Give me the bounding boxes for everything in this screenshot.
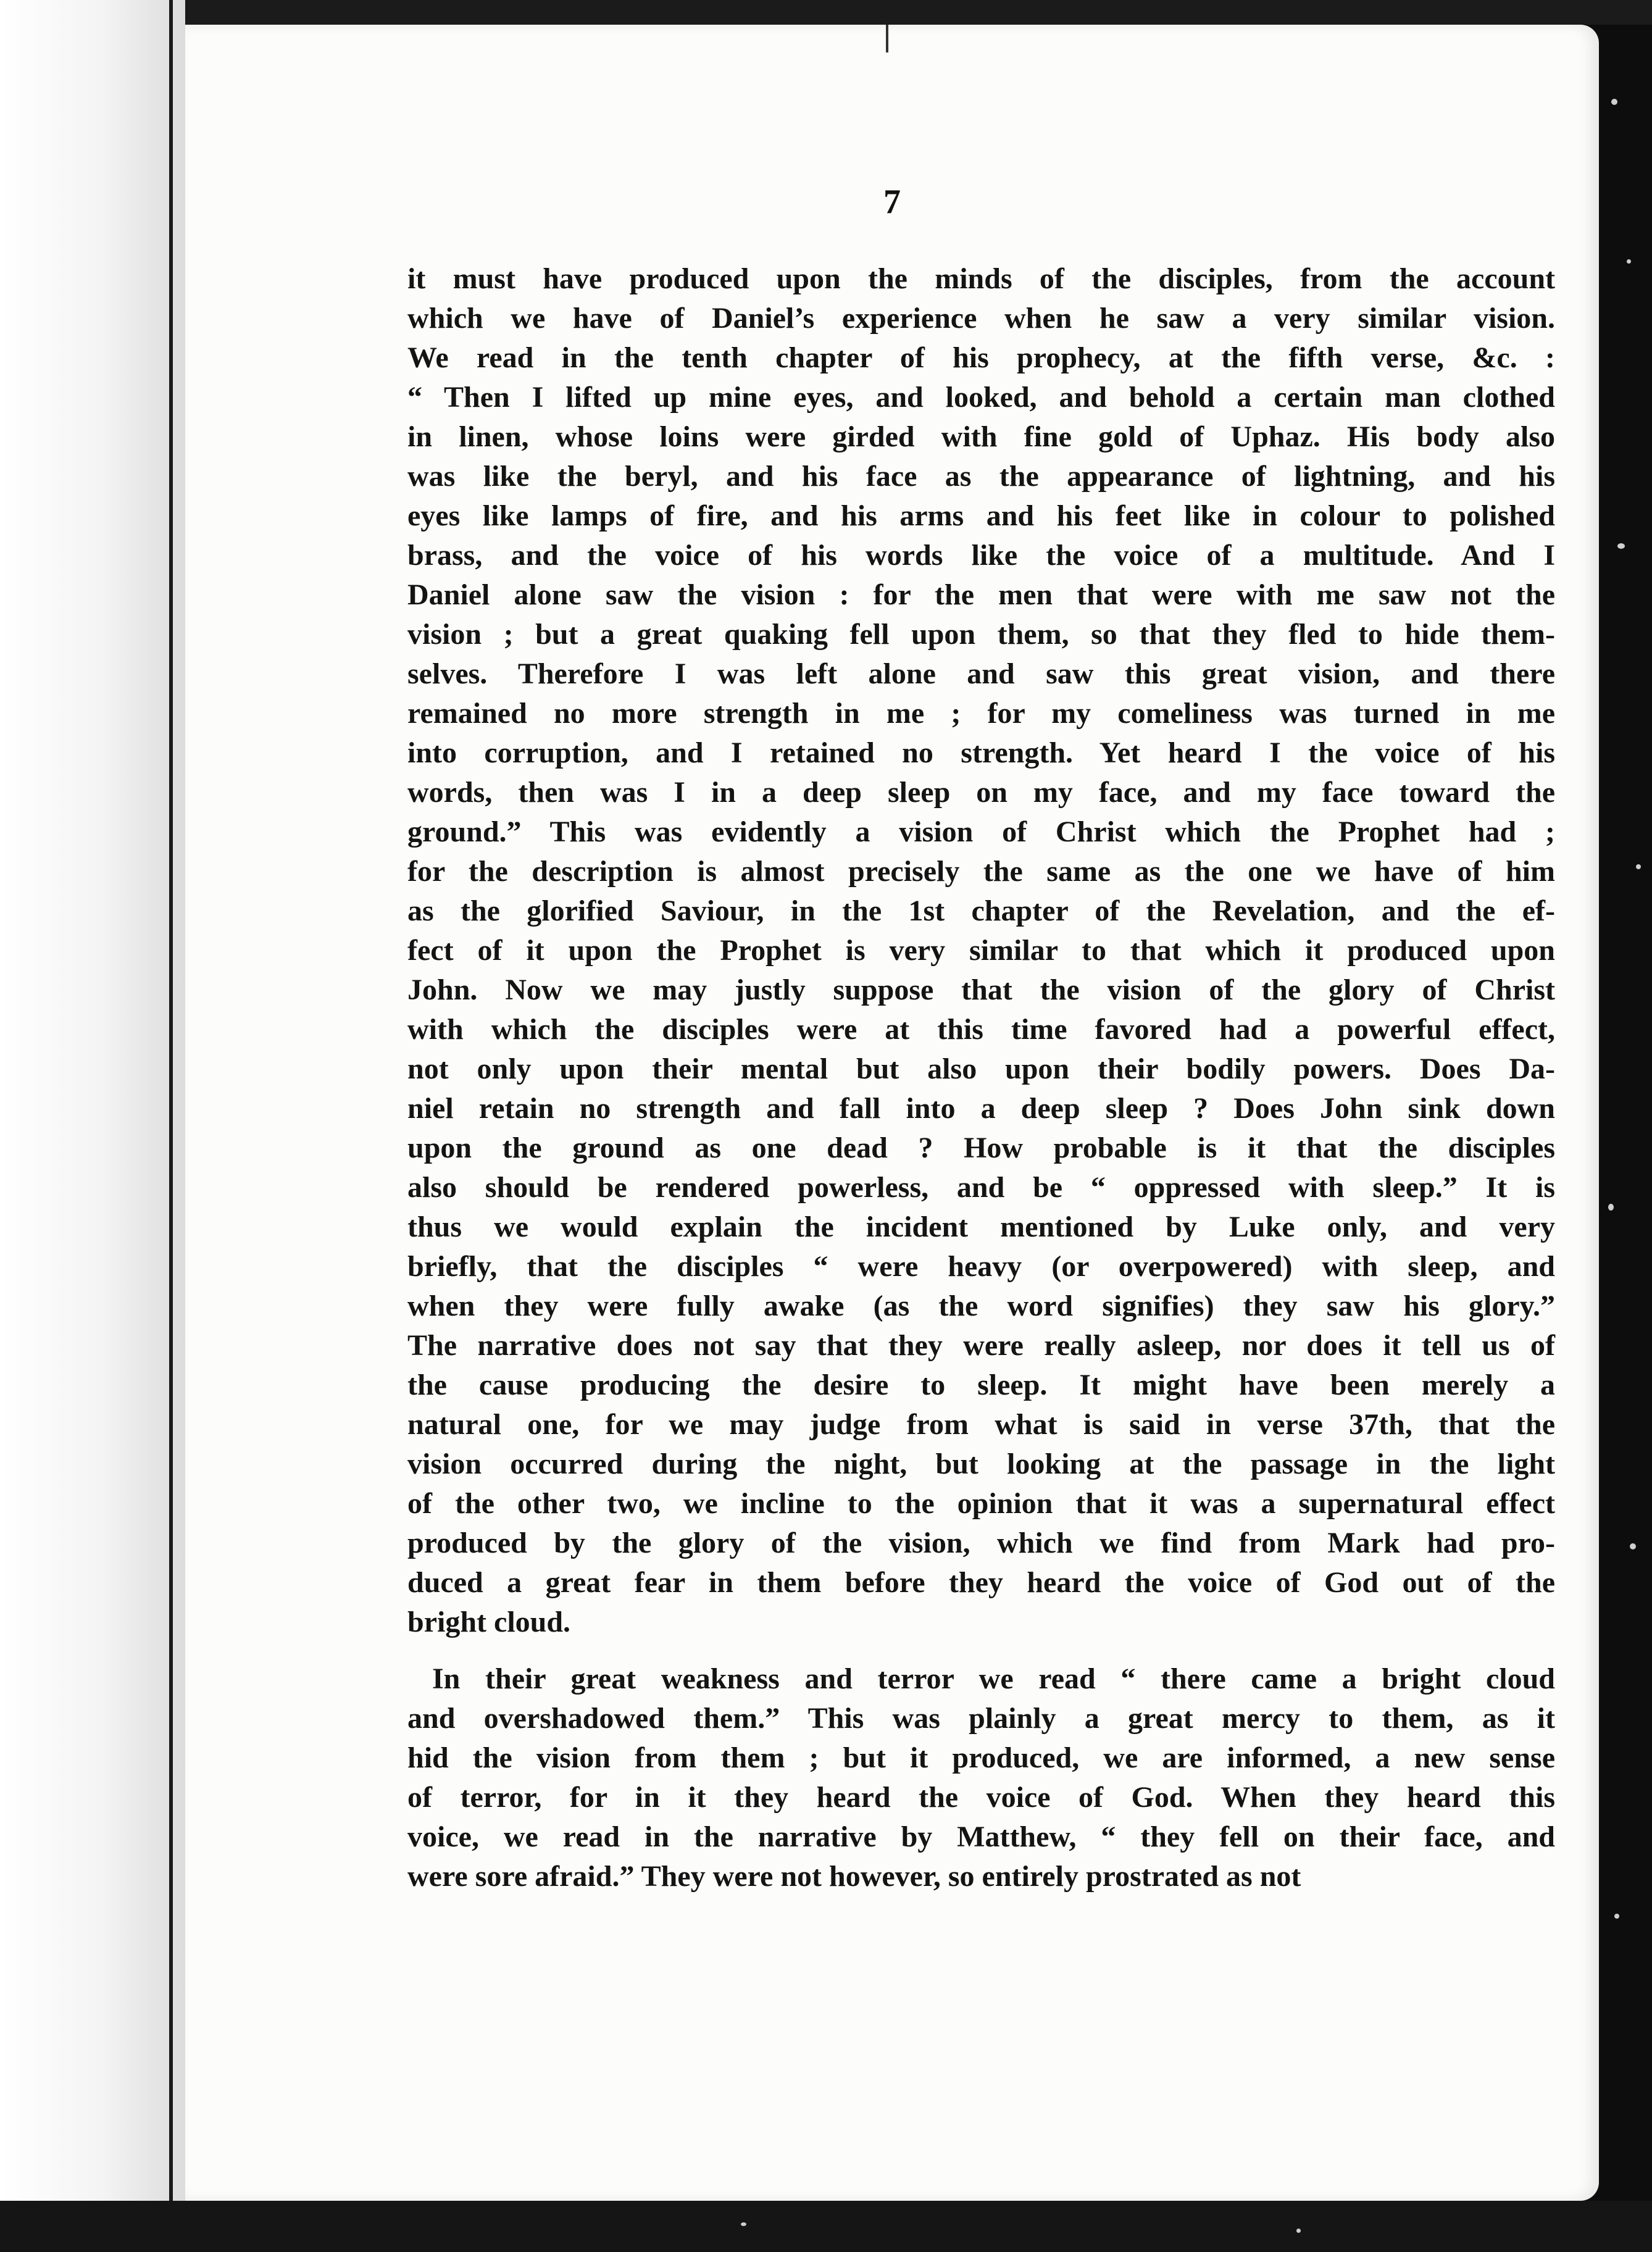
text-line: The narrative does not say that they were really asleep, nor does it tell us of [407, 1329, 1555, 1362]
text-line: fect of it upon the Prophet is very similar to that which it produced upon [407, 934, 1555, 967]
text-line: John. Now we may justly suppose that the vision of the glory of Christ [407, 974, 1555, 1006]
text-line: as the glorified Saviour, in the 1st chapter of the Revelation, and the ef- [407, 895, 1555, 927]
text-line: of the other two, we incline to the opinion that it was a supernatural effect [407, 1487, 1555, 1520]
film-speck [1636, 864, 1641, 869]
film-speck [1608, 1204, 1614, 1211]
page-number: 7 [883, 183, 901, 221]
text-line: upon the ground as one dead ? How probable is it that the disciples [407, 1132, 1555, 1164]
text-line: eyes like lamps of fire, and his arms and his feet like in colour to polished [407, 499, 1555, 532]
film-speck [1627, 259, 1631, 264]
text-line: Daniel alone saw the vision : for the men that were with me saw not the [407, 578, 1555, 611]
text-line: natural one, for we may judge from what is said in verse 37th, that the [407, 1408, 1555, 1441]
text-line: In their great weakness and terror we read “ there came a bright cloud [432, 1662, 1555, 1695]
text-line: for the description is almost precisely the same as the one we have of him [407, 855, 1555, 888]
text-line: voice, we read in the narrative by Matthew, “ they fell on their face, and [407, 1820, 1555, 1853]
film-speck [1296, 2229, 1301, 2233]
text-line: remained no more strength in me ; for my comeliness was turned in me [407, 697, 1555, 730]
film-speck [1614, 1914, 1619, 1919]
text-line: into corruption, and I retained no strength. Yet heard I the voice of his [407, 736, 1555, 769]
film-speck [1611, 99, 1617, 105]
text-line: were sore afraid.” They were not however, so entirely prostrated as not [407, 1860, 1301, 1893]
gutter-line [169, 0, 173, 2252]
text-line: briefly, that the disciples “ were heavy (or overpowered) with sleep, and [407, 1250, 1555, 1283]
text-line: bright cloud. [407, 1606, 571, 1638]
body-text [407, 259, 1555, 1896]
text-line: duced a great fear in them before they heard the voice of God out of the [407, 1566, 1555, 1599]
text-line: niel retain no strength and fall into a deep sleep ? Does John sink down [407, 1092, 1555, 1125]
text-line: selves. Therefore I was left alone and saw this great vision, and there [407, 657, 1555, 690]
book-page [185, 25, 1599, 2201]
text-line: thus we would explain the incident mentioned by Luke only, and very [407, 1211, 1555, 1243]
text-line: produced by the glory of the vision, which we find from Mark had pro- [407, 1527, 1555, 1559]
text-line: also should be rendered powerless, and be “ oppressed with sleep.” It is [407, 1171, 1555, 1204]
text-line: We read in the tenth chapter of his prophecy, at the fifth verse, &c. : [407, 341, 1555, 374]
text-line: when they were fully awake (as the word signifies) they saw his glory.” [407, 1290, 1555, 1322]
text-line: with which the disciples were at this time favored had a powerful effect, [407, 1013, 1555, 1046]
book-spine-gutter [0, 0, 185, 2252]
text-line: the cause producing the desire to sleep. It might have been merely a [407, 1369, 1555, 1401]
text-line: in linen, whose loins were girded with fine gold of Uphaz. His body also [407, 420, 1555, 453]
text-line: which we have of Daniel’s experience when he saw a very similar vision. [407, 302, 1555, 335]
text-line: hid the vision from them ; but it produced, we are informed, a new sense [407, 1741, 1555, 1774]
text-line: “ Then I lifted up mine eyes, and looked, and behold a certain man clothed [407, 381, 1555, 414]
text-line: of terror, for in it they heard the voice of God. When they heard this [407, 1781, 1555, 1814]
film-speck [1617, 543, 1625, 549]
text-line: words, then was I in a deep sleep on my face, and my face toward the [407, 776, 1555, 809]
text-line: vision occurred during the night, but looking at the passage in the light [407, 1448, 1555, 1480]
text-line: not only upon their mental but also upon their bodily powers. Does Da- [407, 1053, 1555, 1085]
page-top-mark [886, 25, 888, 52]
text-line: it must have produced upon the minds of the disciples, from the account [407, 262, 1555, 295]
scan-bottom-border [0, 2201, 1652, 2252]
paragraph-gap [407, 1642, 1555, 1659]
film-speck [741, 2222, 746, 2226]
text-line: was like the beryl, and his face as the appearance of lightning, and his [407, 460, 1555, 493]
text-line: vision ; but a great quaking fell upon them, so that they fled to hide them- [407, 618, 1555, 651]
text-line: and overshadowed them.” This was plainly a great mercy to them, as it [407, 1702, 1555, 1735]
text-line: brass, and the voice of his words like the voice of a multitude. And I [407, 539, 1555, 572]
scan-top-border [0, 0, 1652, 25]
text-line: ground.” This was evidently a vision of Christ which the Prophet had ; [407, 815, 1555, 848]
film-speck [1630, 1543, 1636, 1549]
